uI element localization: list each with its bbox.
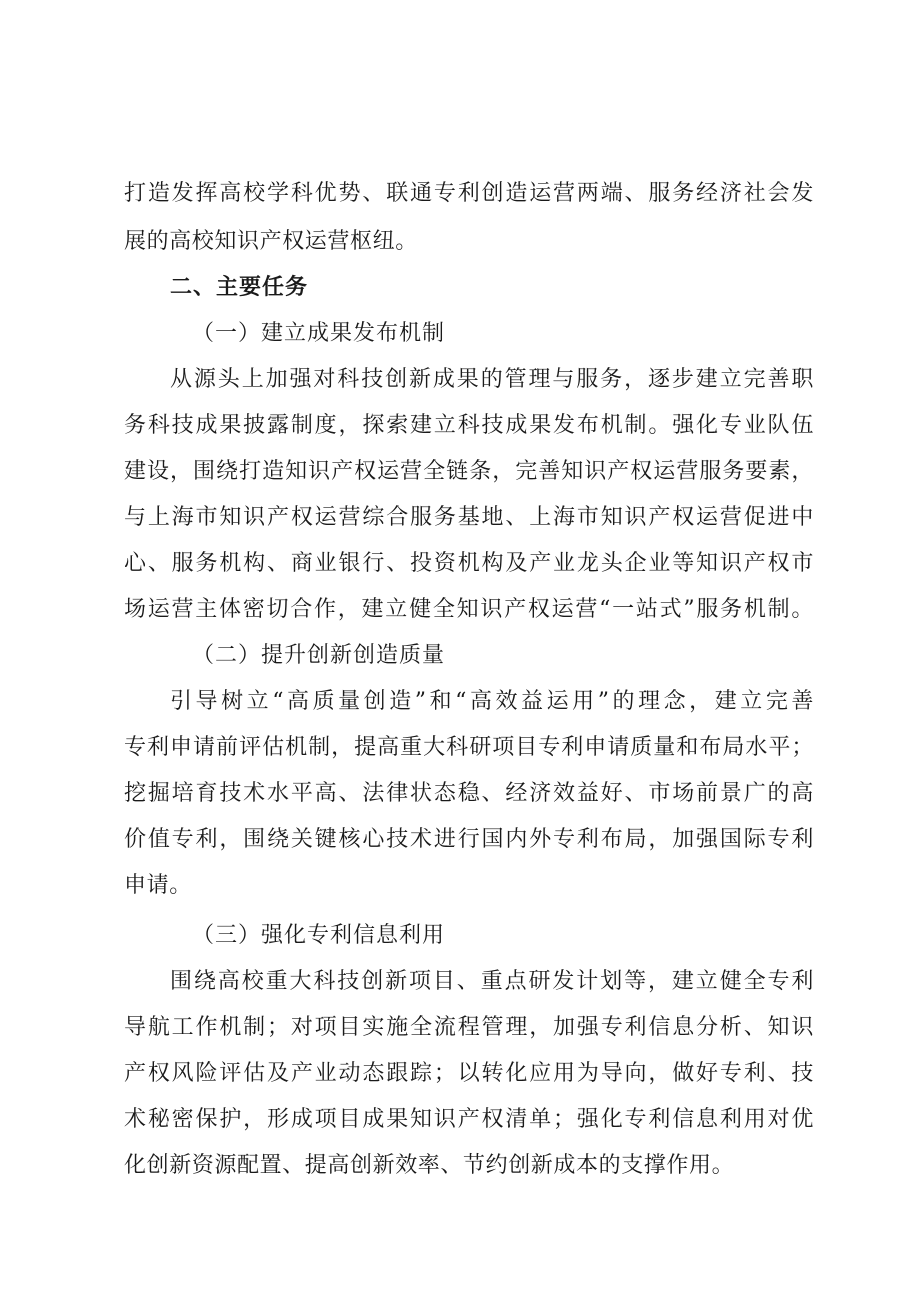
subsection-title-3: （三）强化专利信息利用 xyxy=(192,923,446,948)
paragraph-3-line-1: 围绕高校重大科技创新项目、重点研发计划等，建立健全专利 xyxy=(170,969,814,994)
subsection-title-1: （一）建立成果发布机制 xyxy=(192,321,446,346)
paragraph-3-line-4: 术秘密保护，形成项目成果知识产权清单；强化专利信息利用对优 xyxy=(124,1107,814,1132)
paragraph-2-line-1: 引导树立“高质量创造”和“高效益运用”的理念，建立完善 xyxy=(170,689,814,714)
paragraph-1-line-3: 建设，围绕打造知识产权运营全链条，完善知识产权运营服务要素， xyxy=(124,459,814,484)
paragraph-3-line-5: 化创新资源配置、提高创新效率、节约创新成本的支撑作用。 xyxy=(124,1153,735,1178)
paragraph-1-line-2: 务科技成果披露制度，探索建立科技成果发布机制。强化专业队伍 xyxy=(124,413,814,438)
paragraph-1-line-6: 场运营主体密切合作，建立健全知识产权运营“一站式”服务机制。 xyxy=(124,597,814,622)
paragraph-2-line-5: 申请。 xyxy=(124,873,192,898)
paragraph-1-line-1: 从源头上加强对科技创新成果的管理与服务，逐步建立完善职 xyxy=(170,367,814,392)
paragraph-3-line-2: 导航工作机制；对项目实施全流程管理，加强专利信息分析、知识 xyxy=(124,1015,814,1040)
subsection-title-2: （二）提升创新创造质量 xyxy=(192,643,446,668)
paragraph-2-line-3: 挖掘培育技术水平高、法律状态稳、经济效益好、市场前景广的高 xyxy=(124,781,814,806)
paragraph-1-line-5: 心、服务机构、商业银行、投资机构及产业龙头企业等知识产权市 xyxy=(124,551,814,576)
intro-line-2: 展的高校知识产权运营枢纽。 xyxy=(124,229,418,254)
intro-line-1: 打造发挥高校学科优势、联通专利创造运营两端、服务经济社会发 xyxy=(124,181,814,206)
paragraph-2-line-2: 专利申请前评估机制，提高重大科研项目专利申请质量和布局水平； xyxy=(124,735,814,760)
paragraph-3-line-3: 产权风险评估及产业动态跟踪；以转化应用为导向，做好专利、技 xyxy=(124,1061,814,1086)
paragraph-1-line-4: 与上海市知识产权运营综合服务基地、上海市知识产权运营促进中 xyxy=(124,505,814,530)
paragraph-2-line-4: 价值专利，围绕关键核心技术进行国内外专利布局，加强国际专利 xyxy=(124,827,814,852)
section-heading: 二、主要任务 xyxy=(170,275,309,300)
